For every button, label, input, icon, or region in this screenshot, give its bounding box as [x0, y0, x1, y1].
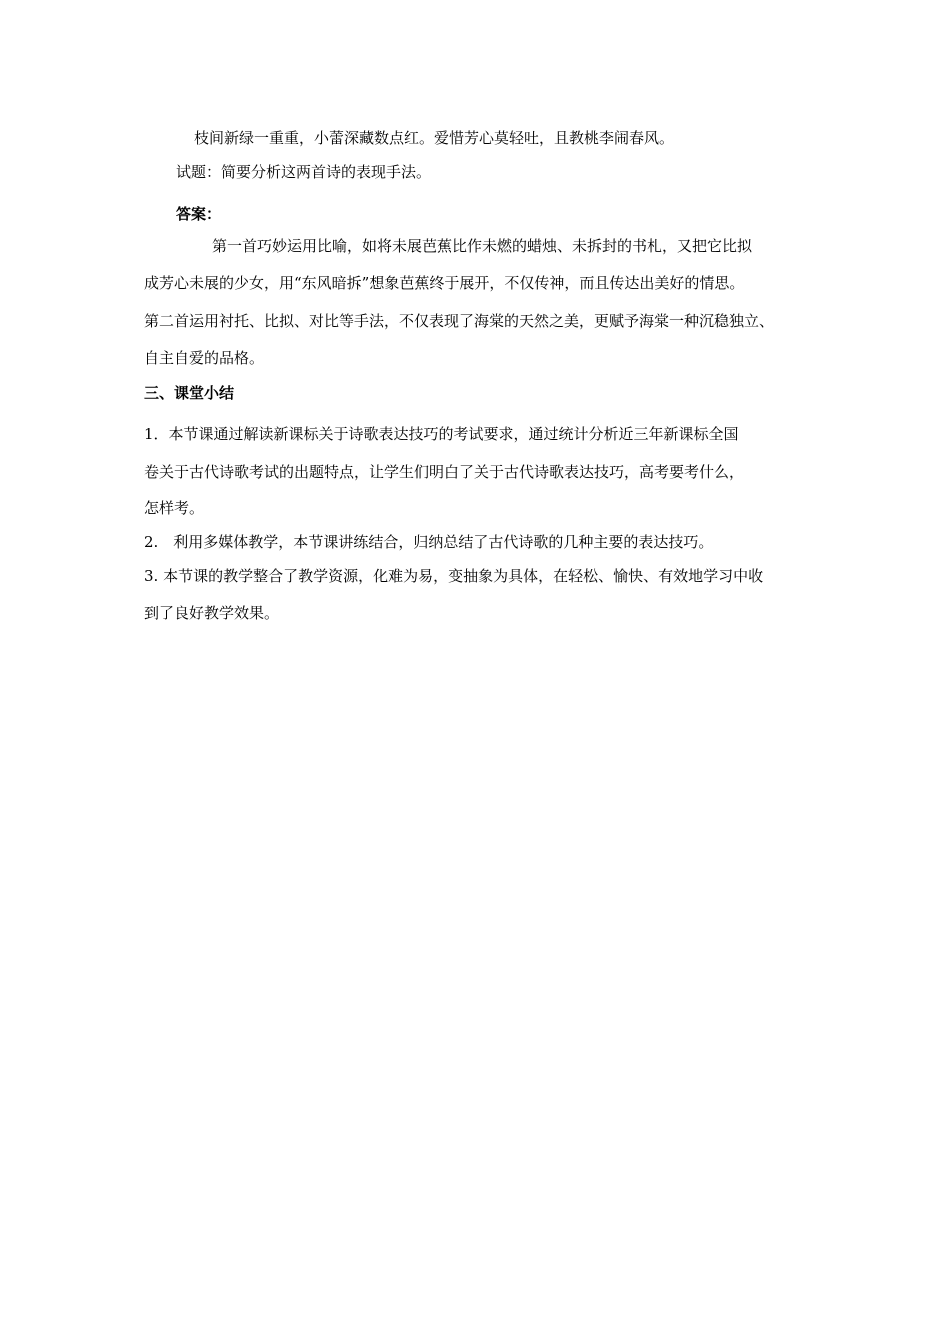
- summary-item-1-line-2: 卷关于古代诗歌考试的出题特点，让学生们明白了关于古代诗歌表达技巧，高考要考什么，: [144, 463, 745, 481]
- question-text: 试题：简要分析这两首诗的表现手法。: [176, 163, 432, 181]
- summary-item-1-line-1: 1．本节课通过解读新课标关于诗歌表达技巧的考试要求，通过统计分析近三年新课标全国: [144, 425, 739, 443]
- summary-item-3-line-2: 到了良好教学效果。: [144, 604, 280, 622]
- summary-heading: 三、课堂小结: [144, 384, 235, 402]
- answer-heading: 答案：: [176, 205, 222, 223]
- answer-paragraph-line-1: 第一首巧妙运用比喻，如将未展芭蕉比作未燃的蜡烛、未拆封的书札，又把它比拟: [212, 237, 753, 255]
- summary-item-2: 2. 利用多媒体教学，本节课讲练结合，归纳总结了古代诗歌的几种主要的表达技巧。: [144, 533, 714, 551]
- poem-line: 枝间新绿一重重，小蕾深藏数点红。爱惜芳心莫轻吐，且教桃李闹春风。: [194, 129, 675, 147]
- summary-item-3-line-1: 3. 本节课的教学整合了教学资源，化难为易，变抽象为具体，在轻松、愉快、有效地学习中收: [144, 567, 764, 585]
- answer-paragraph-line-3: 第二首运用衬托、比拟、对比等手法，不仅表现了海棠的天然之美，更赋予海棠一种沉稳独立、: [144, 312, 775, 330]
- answer-paragraph-line-2: 成芳心未展的少女，用“东风暗拆”想象芭蕉终于展开，不仅传神，而且传达出美好的情思。: [144, 274, 745, 292]
- answer-paragraph-line-4: 自主自爱的品格。: [144, 349, 265, 367]
- summary-item-1-line-3: 怎样考。: [144, 499, 205, 517]
